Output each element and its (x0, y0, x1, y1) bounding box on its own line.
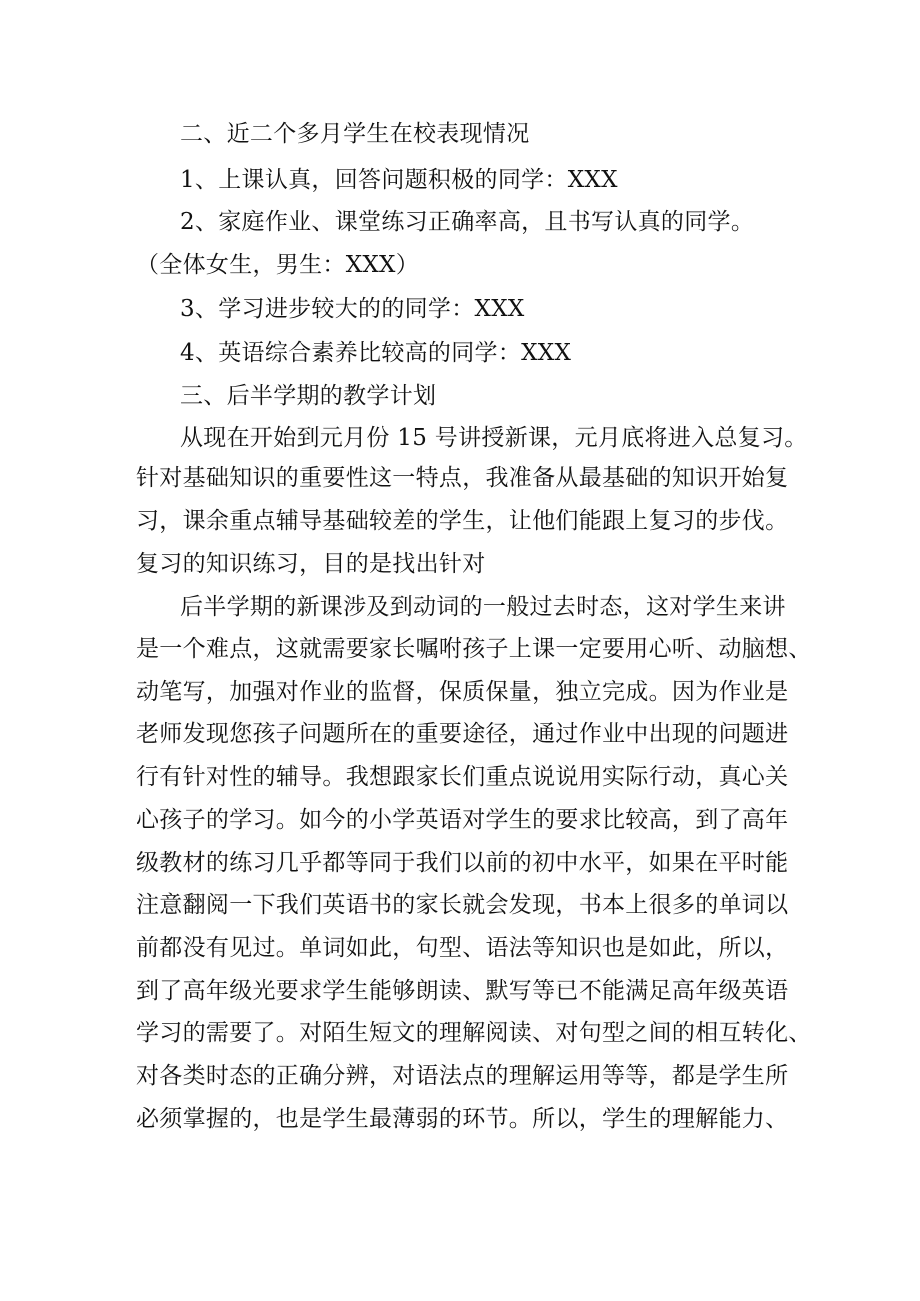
paragraph-2-line-9: 前都没有见过。单词如此，句型、语法等知识也是如此，所以， (136, 935, 789, 961)
paragraph-2-line-3: 动笔写，加强对作业的监督，保质保量，独立完成。因为作业是 (136, 679, 789, 705)
list-item-3: 3、学习进步较大的的同学：XXX (180, 296, 525, 322)
paragraph-2-line-2: 是一个难点，这就需要家长嘱咐孩子上课一定要用心听、动脑想、 (136, 636, 812, 662)
paragraph-2-line-13: 必须掌握的，也是学生最薄弱的环节。所以，学生的理解能力、 (136, 1106, 789, 1132)
paragraph-2-line-6: 心孩子的学习。如今的小学英语对学生的要求比较高，到了高年 (136, 807, 789, 833)
paragraph-1-line-3: 习，课余重点辅导基础较差的学生，让他们能跟上复习的步伐。 (136, 508, 789, 534)
paragraph-2-line-12: 对各类时态的正确分辨，对语法点的理解运用等等，都是学生所 (136, 1063, 789, 1089)
list-item-2: 2、家庭作业、课堂练习正确率高，且书写认真的同学。 (180, 209, 755, 235)
paragraph-2-line-7: 级教材的练习几乎都等同于我们以前的初中水平，如果在平时能 (136, 850, 789, 876)
list-item-1: 1、上课认真，回答问题积极的同学：XXX (180, 167, 618, 193)
paragraph-2-line-5: 行有针对性的辅导。我想跟家长们重点说说用实际行动，真心关 (136, 764, 789, 790)
paragraph-2-line-8: 注意翻阅一下我们英语书的家长就会发现，书本上很多的单词以 (136, 892, 789, 918)
paragraph-1-line-1: 从现在开始到元月份 15 号讲授新课，元月底将进入总复习。 (180, 425, 808, 451)
list-item-2-continuation: （全体女生，男生：XXX） (136, 252, 420, 278)
section-heading-3: 三、后半学期的教学计划 (180, 383, 437, 409)
paragraph-2-line-11: 学习的需要了。对陌生短文的理解阅读、对句型之间的相互转化、 (136, 1020, 812, 1046)
list-item-4: 4、英语综合素养比较高的同学：XXX (180, 340, 572, 366)
paragraph-1-line-4: 复习的知识练习，目的是找出针对 (136, 551, 486, 577)
paragraph-2-line-4: 老师发现您孩子问题所在的重要途径，通过作业中出现的问题进 (136, 721, 789, 747)
paragraph-2-line-1: 后半学期的新课涉及到动词的一般过去时态，这对学生来讲 (180, 594, 786, 620)
section-heading-2: 二、近二个多月学生在校表现情况 (180, 121, 530, 147)
paragraph-2-line-10: 到了高年级光要求学生能够朗读、默写等已不能满足高年级英语 (136, 978, 789, 1004)
paragraph-1-line-2: 针对基础知识的重要性这一特点，我准备从最基础的知识开始复 (136, 465, 789, 491)
